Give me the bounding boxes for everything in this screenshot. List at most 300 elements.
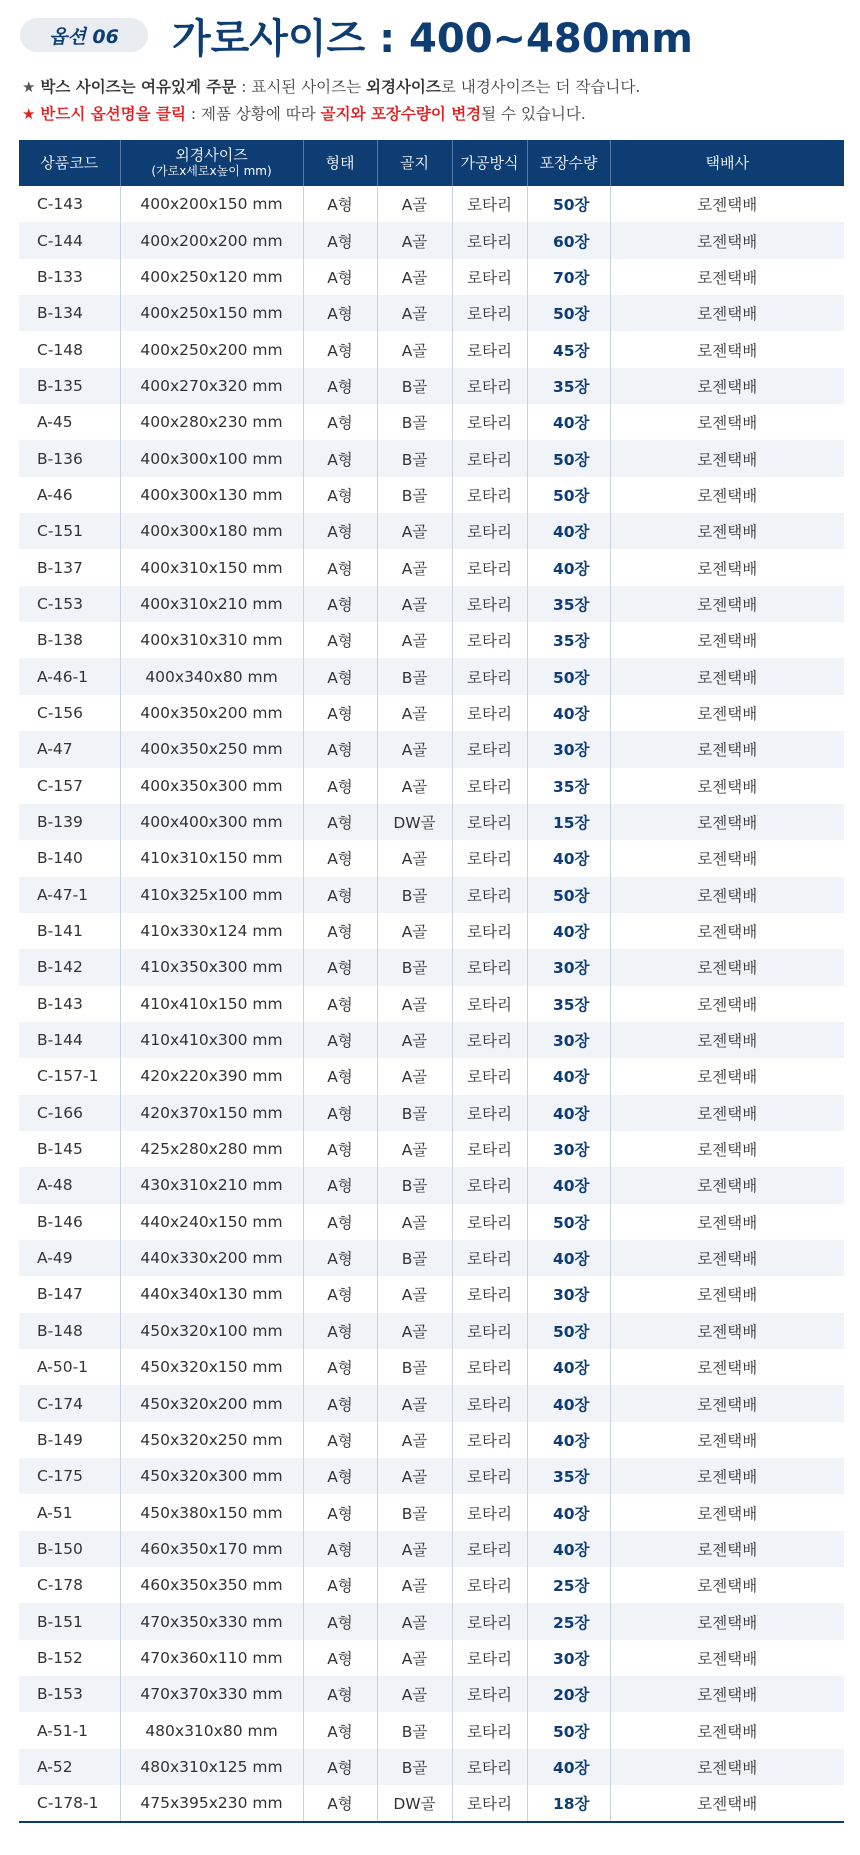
cell-type: A형 [303, 1058, 377, 1094]
cell-flute: A골 [377, 586, 452, 622]
cell-qty: 70장 [527, 259, 610, 295]
cell-type: A형 [303, 549, 377, 585]
cell-size: 440x240x150 mm [120, 1204, 303, 1240]
cell-code: B-136 [19, 440, 120, 476]
cell-size: 440x340x130 mm [120, 1276, 303, 1312]
cell-code: B-148 [19, 1313, 120, 1349]
cell-type: A형 [303, 404, 377, 440]
cell-process: 로타리 [452, 1458, 527, 1494]
cell-courier: 로젠택배 [610, 513, 844, 549]
cell-qty: 35장 [527, 586, 610, 622]
cell-type: A형 [303, 658, 377, 694]
cell-flute: A골 [377, 1676, 452, 1712]
cell-process: 로타리 [452, 1385, 527, 1421]
cell-code: C-178-1 [19, 1785, 120, 1822]
table-row [19, 549, 844, 585]
cell-qty: 40장 [527, 1385, 610, 1421]
cell-courier: 로젠택배 [610, 1058, 844, 1094]
cell-type: A형 [303, 1676, 377, 1712]
cell-code: B-146 [37, 1212, 83, 1231]
cell-qty: 40장 [527, 1494, 610, 1530]
table-row [19, 1494, 844, 1530]
cell-process: 로타리 [452, 1676, 527, 1712]
header-process: 가공방식 [452, 140, 527, 186]
cell-flute: A골 [377, 913, 452, 949]
cell-type: A형 [303, 731, 377, 767]
cell-process: 로타리 [452, 949, 527, 985]
cell-flute: A골 [377, 259, 452, 295]
header-flute: 골지 [377, 140, 452, 186]
header-size-label: 외경사이즈 [175, 146, 248, 164]
cell-type: A형 [303, 1240, 377, 1276]
cell-process: 로타리 [452, 404, 527, 440]
table-row [19, 1749, 844, 1785]
cell-courier: 로젠택배 [610, 404, 844, 440]
header [20, 12, 693, 62]
table-row [19, 731, 844, 767]
cell-courier: 로젠택배 [610, 1240, 844, 1276]
cell-flute: B골 [377, 1349, 452, 1385]
cell-type: A형 [303, 1131, 377, 1167]
cell-qty: 40장 [527, 1095, 610, 1131]
cell-code: A-45 [37, 413, 73, 432]
cell-code: A-49 [19, 1240, 120, 1276]
cell-courier: 로젠택배 [610, 1531, 844, 1567]
cell-type: A형 [303, 477, 377, 513]
cell-flute: A골 [377, 1603, 452, 1639]
cell-qty: 30장 [527, 1022, 610, 1058]
star-icon: ★ [22, 105, 36, 123]
table-row [19, 1095, 844, 1131]
cell-courier: 로젠택배 [610, 1640, 844, 1676]
cell-flute: A골 [377, 1385, 452, 1421]
cell-courier: 로젠택배 [610, 1167, 844, 1203]
cell-process: 로타리 [452, 913, 527, 949]
cell-type: A형 [303, 1785, 377, 1822]
cell-code: B-153 [19, 1676, 120, 1712]
cell-flute: B골 [377, 477, 452, 513]
cell-qty: 35장 [527, 986, 610, 1022]
cell-code: A-52 [19, 1749, 120, 1785]
cell-type: A형 [303, 440, 377, 476]
cell-process: 로타리 [452, 1567, 527, 1603]
cell-flute: A골 [377, 1567, 452, 1603]
cell-size: 440x330x200 mm [120, 1240, 303, 1276]
cell-code: B-139 [19, 804, 120, 840]
cell-qty: 45장 [527, 331, 610, 367]
cell-code: C-151 [19, 513, 120, 549]
cell-qty: 35장 [527, 622, 610, 658]
cell-qty: 60장 [527, 222, 610, 258]
cell-process: 로타리 [452, 1313, 527, 1349]
cell-process: 로타리 [452, 1785, 527, 1822]
cell-qty: 40장 [527, 1240, 610, 1276]
cell-type: A형 [303, 331, 377, 367]
page-title: 가로사이즈 : 400~480mm [172, 15, 693, 62]
cell-size: 470x360x110 mm [120, 1640, 303, 1676]
cell-code: B-152 [37, 1648, 83, 1667]
cell-qty: 30장 [527, 1276, 610, 1312]
cell-type: A형 [303, 986, 377, 1022]
cell-qty: 50장 [527, 477, 610, 513]
cell-qty: 30장 [527, 1640, 610, 1676]
cell-courier: 로젠택배 [610, 1095, 844, 1131]
cell-code: C-144 [19, 222, 120, 258]
cell-process: 로타리 [452, 586, 527, 622]
cell-type: A형 [303, 368, 377, 404]
cell-size: 400x200x200 mm [120, 222, 303, 258]
cell-type: A형 [303, 1167, 377, 1203]
cell-type: A형 [303, 1095, 377, 1131]
cell-type: A형 [303, 804, 377, 840]
cell-process: 로타리 [452, 1349, 527, 1385]
cell-process: 로타리 [452, 1131, 527, 1167]
cell-code: A-51-1 [37, 1721, 89, 1740]
cell-code: A-46 [37, 485, 73, 504]
cell-courier: 로젠택배 [610, 368, 844, 404]
cell-qty: 40장 [527, 695, 610, 731]
cell-code: A-47-1 [19, 877, 120, 913]
cell-courier: 로젠택배 [610, 1131, 844, 1167]
cell-code: A-50-1 [37, 1358, 89, 1377]
cell-courier: 로젠택배 [610, 1749, 844, 1785]
cell-type: A형 [303, 1749, 377, 1785]
cell-courier: 로젠택배 [610, 1603, 844, 1639]
cell-flute: B골 [377, 658, 452, 694]
cell-process: 로타리 [452, 1276, 527, 1312]
cell-qty: 40장 [527, 549, 610, 585]
cell-courier: 로젠택배 [610, 222, 844, 258]
cell-flute: A골 [377, 1458, 452, 1494]
cell-type: A형 [303, 1349, 377, 1385]
cell-courier: 로젠택배 [610, 1276, 844, 1312]
cell-size: 450x320x300 mm [120, 1458, 303, 1494]
cell-code: A-48 [19, 1167, 120, 1203]
cell-qty: 50장 [527, 1712, 610, 1748]
cell-type: A형 [303, 186, 377, 222]
cell-courier: 로젠택배 [610, 186, 844, 222]
cell-flute: A골 [377, 1422, 452, 1458]
note-text: 로 내경사이즈는 더 작습니다. [440, 78, 641, 96]
cell-code: B-135 [19, 368, 120, 404]
cell-type: A형 [303, 295, 377, 331]
cell-size: 410x410x150 mm [120, 986, 303, 1022]
cell-size: 400x310x310 mm [120, 622, 303, 658]
cell-code: C-157-1 [37, 1067, 99, 1086]
table-row [19, 368, 844, 404]
cell-flute: A골 [377, 1204, 452, 1240]
cell-flute: B골 [377, 440, 452, 476]
table-row [19, 513, 844, 549]
cell-flute: A골 [377, 1276, 452, 1312]
cell-type: A형 [303, 1494, 377, 1530]
table-row [19, 440, 844, 476]
cell-flute: A골 [377, 295, 452, 331]
cell-qty: 50장 [527, 877, 610, 913]
cell-process: 로타리 [452, 295, 527, 331]
cell-qty: 50장 [527, 1204, 610, 1240]
header-size-sub: (가로x세로x높이 mm) [151, 164, 272, 178]
cell-flute: B골 [377, 404, 452, 440]
cell-code: B-144 [19, 1022, 120, 1058]
cell-qty: 30장 [527, 1131, 610, 1167]
cell-flute: A골 [377, 986, 452, 1022]
header-courier: 택배사 [610, 140, 844, 186]
cell-code: B-143 [37, 994, 83, 1013]
cell-courier: 로젠택배 [610, 658, 844, 694]
cell-flute: B골 [377, 368, 452, 404]
cell-courier: 로젠택배 [610, 1785, 844, 1822]
cell-size: 400x350x250 mm [120, 731, 303, 767]
cell-size: 450x320x150 mm [120, 1349, 303, 1385]
cell-process: 로타리 [452, 1422, 527, 1458]
cell-process: 로타리 [452, 222, 527, 258]
cell-qty: 40장 [527, 840, 610, 876]
star-icon: ★ [22, 78, 36, 96]
cell-type: A형 [303, 840, 377, 876]
table-row [19, 986, 844, 1022]
cell-size: 400x300x130 mm [120, 477, 303, 513]
table-header-row [19, 140, 844, 186]
cell-size: 400x250x150 mm [120, 295, 303, 331]
cell-qty: 25장 [527, 1567, 610, 1603]
option-badge: 옵션 06 [20, 18, 148, 52]
table-row [19, 658, 844, 694]
cell-qty: 35장 [527, 768, 610, 804]
cell-qty: 20장 [527, 1676, 610, 1712]
cell-code: B-134 [19, 295, 120, 331]
cell-size: 410x325x100 mm [120, 877, 303, 913]
cell-process: 로타리 [452, 1640, 527, 1676]
cell-size: 400x400x300 mm [120, 804, 303, 840]
cell-code: C-174 [19, 1385, 120, 1421]
cell-type: A형 [303, 1458, 377, 1494]
cell-type: A형 [303, 1531, 377, 1567]
table-row [19, 1058, 844, 1094]
table-row [19, 259, 844, 295]
cell-type: A형 [303, 1204, 377, 1240]
note-bold-order: 박스 사이즈는 여유있게 주문 [40, 78, 237, 96]
cell-size: 400x270x320 mm [120, 368, 303, 404]
cell-courier: 로젠택배 [610, 804, 844, 840]
cell-process: 로타리 [452, 549, 527, 585]
cell-size: 475x395x230 mm [120, 1785, 303, 1822]
cell-flute: A골 [377, 1313, 452, 1349]
table-row [19, 913, 844, 949]
cell-courier: 로젠택배 [610, 1349, 844, 1385]
cell-size: 450x320x100 mm [120, 1313, 303, 1349]
cell-flute: A골 [377, 549, 452, 585]
cell-size: 400x350x200 mm [120, 695, 303, 731]
cell-size: 410x330x124 mm [120, 913, 303, 949]
cell-courier: 로젠택배 [610, 986, 844, 1022]
cell-courier: 로젠택배 [610, 877, 844, 913]
cell-size: 450x380x150 mm [120, 1494, 303, 1530]
cell-type: A형 [303, 513, 377, 549]
cell-type: A형 [303, 1022, 377, 1058]
cell-size: 410x410x300 mm [120, 1022, 303, 1058]
cell-code: A-51 [37, 1503, 73, 1522]
cell-code: B-141 [37, 922, 83, 941]
table-row [19, 1167, 844, 1203]
cell-flute: B골 [377, 1494, 452, 1530]
cell-size: 480x310x125 mm [120, 1749, 303, 1785]
cell-process: 로타리 [452, 186, 527, 222]
cell-flute: A골 [377, 331, 452, 367]
table-row [19, 1458, 844, 1494]
cell-size: 470x350x330 mm [120, 1603, 303, 1639]
cell-flute: B골 [377, 1749, 452, 1785]
cell-courier: 로젠택배 [610, 840, 844, 876]
table-row [19, 1131, 844, 1167]
cell-code: B-145 [37, 1140, 83, 1159]
table-row [19, 1422, 844, 1458]
cell-flute: A골 [377, 1531, 452, 1567]
table-row [19, 1022, 844, 1058]
cell-qty: 40장 [527, 1422, 610, 1458]
cell-type: A형 [303, 1313, 377, 1349]
table-row [19, 1276, 844, 1312]
cell-courier: 로젠택배 [610, 622, 844, 658]
cell-process: 로타리 [452, 1058, 527, 1094]
cell-process: 로타리 [452, 1712, 527, 1748]
table-row [19, 331, 844, 367]
cell-size: 400x250x120 mm [120, 259, 303, 295]
cell-size: 400x310x150 mm [120, 549, 303, 585]
cell-code: B-133 [37, 267, 83, 286]
cell-process: 로타리 [452, 695, 527, 731]
table-row [19, 1240, 844, 1276]
cell-process: 로타리 [452, 1022, 527, 1058]
table-row [19, 1785, 844, 1822]
table-row [19, 1385, 844, 1421]
table-row [19, 622, 844, 658]
table-row [19, 1712, 844, 1748]
cell-process: 로타리 [452, 477, 527, 513]
cell-type: A형 [303, 1712, 377, 1748]
cell-code: C-178 [37, 1576, 84, 1595]
cell-type: A형 [303, 695, 377, 731]
cell-flute: A골 [377, 186, 452, 222]
cell-flute: A골 [377, 513, 452, 549]
cell-size: 400x300x180 mm [120, 513, 303, 549]
cell-code: B-151 [19, 1603, 120, 1639]
table-row [19, 1640, 844, 1676]
cell-size: 400x310x210 mm [120, 586, 303, 622]
cell-flute: A골 [377, 1131, 452, 1167]
cell-type: A형 [303, 768, 377, 804]
cell-code: C-156 [37, 703, 84, 722]
cell-courier: 로젠택배 [610, 295, 844, 331]
cell-size: 470x370x330 mm [120, 1676, 303, 1712]
cell-process: 로타리 [452, 768, 527, 804]
cell-qty: 40장 [527, 1167, 610, 1203]
cell-size: 420x220x390 mm [120, 1058, 303, 1094]
note-text: 될 수 있습니다. [481, 105, 586, 123]
header-type: 형태 [303, 140, 377, 186]
cell-code: C-148 [37, 340, 84, 359]
cell-type: A형 [303, 1567, 377, 1603]
cell-flute: A골 [377, 695, 452, 731]
table-row [19, 404, 844, 440]
table-row [19, 1676, 844, 1712]
cell-code: B-147 [37, 1285, 83, 1304]
cell-qty: 40장 [527, 1058, 610, 1094]
cell-courier: 로젠택배 [610, 1385, 844, 1421]
cell-type: A형 [303, 1422, 377, 1458]
cell-qty: 30장 [527, 949, 610, 985]
cell-qty: 40장 [527, 1349, 610, 1385]
cell-code: B-150 [19, 1531, 120, 1567]
cell-type: A형 [303, 222, 377, 258]
cell-qty: 40장 [527, 1531, 610, 1567]
cell-courier: 로젠택배 [610, 586, 844, 622]
cell-courier: 로젠택배 [610, 913, 844, 949]
size-table [19, 140, 844, 1823]
cell-type: A형 [303, 586, 377, 622]
cell-qty: 50장 [527, 295, 610, 331]
cell-size: 400x280x230 mm [120, 404, 303, 440]
cell-code: C-166 [19, 1095, 120, 1131]
cell-size: 450x320x200 mm [120, 1385, 303, 1421]
cell-qty: 15장 [527, 804, 610, 840]
cell-process: 로타리 [452, 622, 527, 658]
cell-process: 로타리 [452, 658, 527, 694]
cell-code: C-143 [37, 195, 84, 214]
cell-courier: 로젠택배 [610, 1022, 844, 1058]
cell-courier: 로젠택배 [610, 1313, 844, 1349]
cell-size: 410x350x300 mm [120, 949, 303, 985]
cell-code: A-46-1 [19, 658, 120, 694]
note-red-change: 골지와 포장수량이 변경 [320, 105, 482, 123]
note-line-1 [22, 74, 640, 101]
cell-process: 로타리 [452, 804, 527, 840]
table-row [19, 840, 844, 876]
table-row [19, 1313, 844, 1349]
cell-code: A-47 [19, 731, 120, 767]
cell-size: 460x350x350 mm [120, 1567, 303, 1603]
table-row [19, 1349, 844, 1385]
cell-courier: 로젠택배 [610, 1204, 844, 1240]
cell-courier: 로젠택배 [610, 1676, 844, 1712]
cell-process: 로타리 [452, 877, 527, 913]
cell-qty: 35장 [527, 1458, 610, 1494]
cell-process: 로타리 [452, 1204, 527, 1240]
cell-process: 로타리 [452, 1240, 527, 1276]
cell-courier: 로젠택배 [610, 1567, 844, 1603]
header-qty: 포장수량 [527, 140, 610, 186]
cell-size: 410x310x150 mm [120, 840, 303, 876]
cell-flute: A골 [377, 1058, 452, 1094]
cell-courier: 로젠택배 [610, 477, 844, 513]
cell-flute: A골 [377, 1022, 452, 1058]
table-row [19, 1603, 844, 1639]
cell-courier: 로젠택배 [610, 549, 844, 585]
cell-courier: 로젠택배 [610, 331, 844, 367]
cell-process: 로타리 [452, 986, 527, 1022]
cell-type: A형 [303, 949, 377, 985]
cell-type: A형 [303, 913, 377, 949]
notes [22, 74, 640, 128]
cell-process: 로타리 [452, 259, 527, 295]
table-row [19, 295, 844, 331]
table-row [19, 222, 844, 258]
table-row [19, 877, 844, 913]
cell-qty: 50장 [527, 186, 610, 222]
cell-size: 430x310x210 mm [120, 1167, 303, 1203]
table-row [19, 768, 844, 804]
cell-flute: A골 [377, 622, 452, 658]
